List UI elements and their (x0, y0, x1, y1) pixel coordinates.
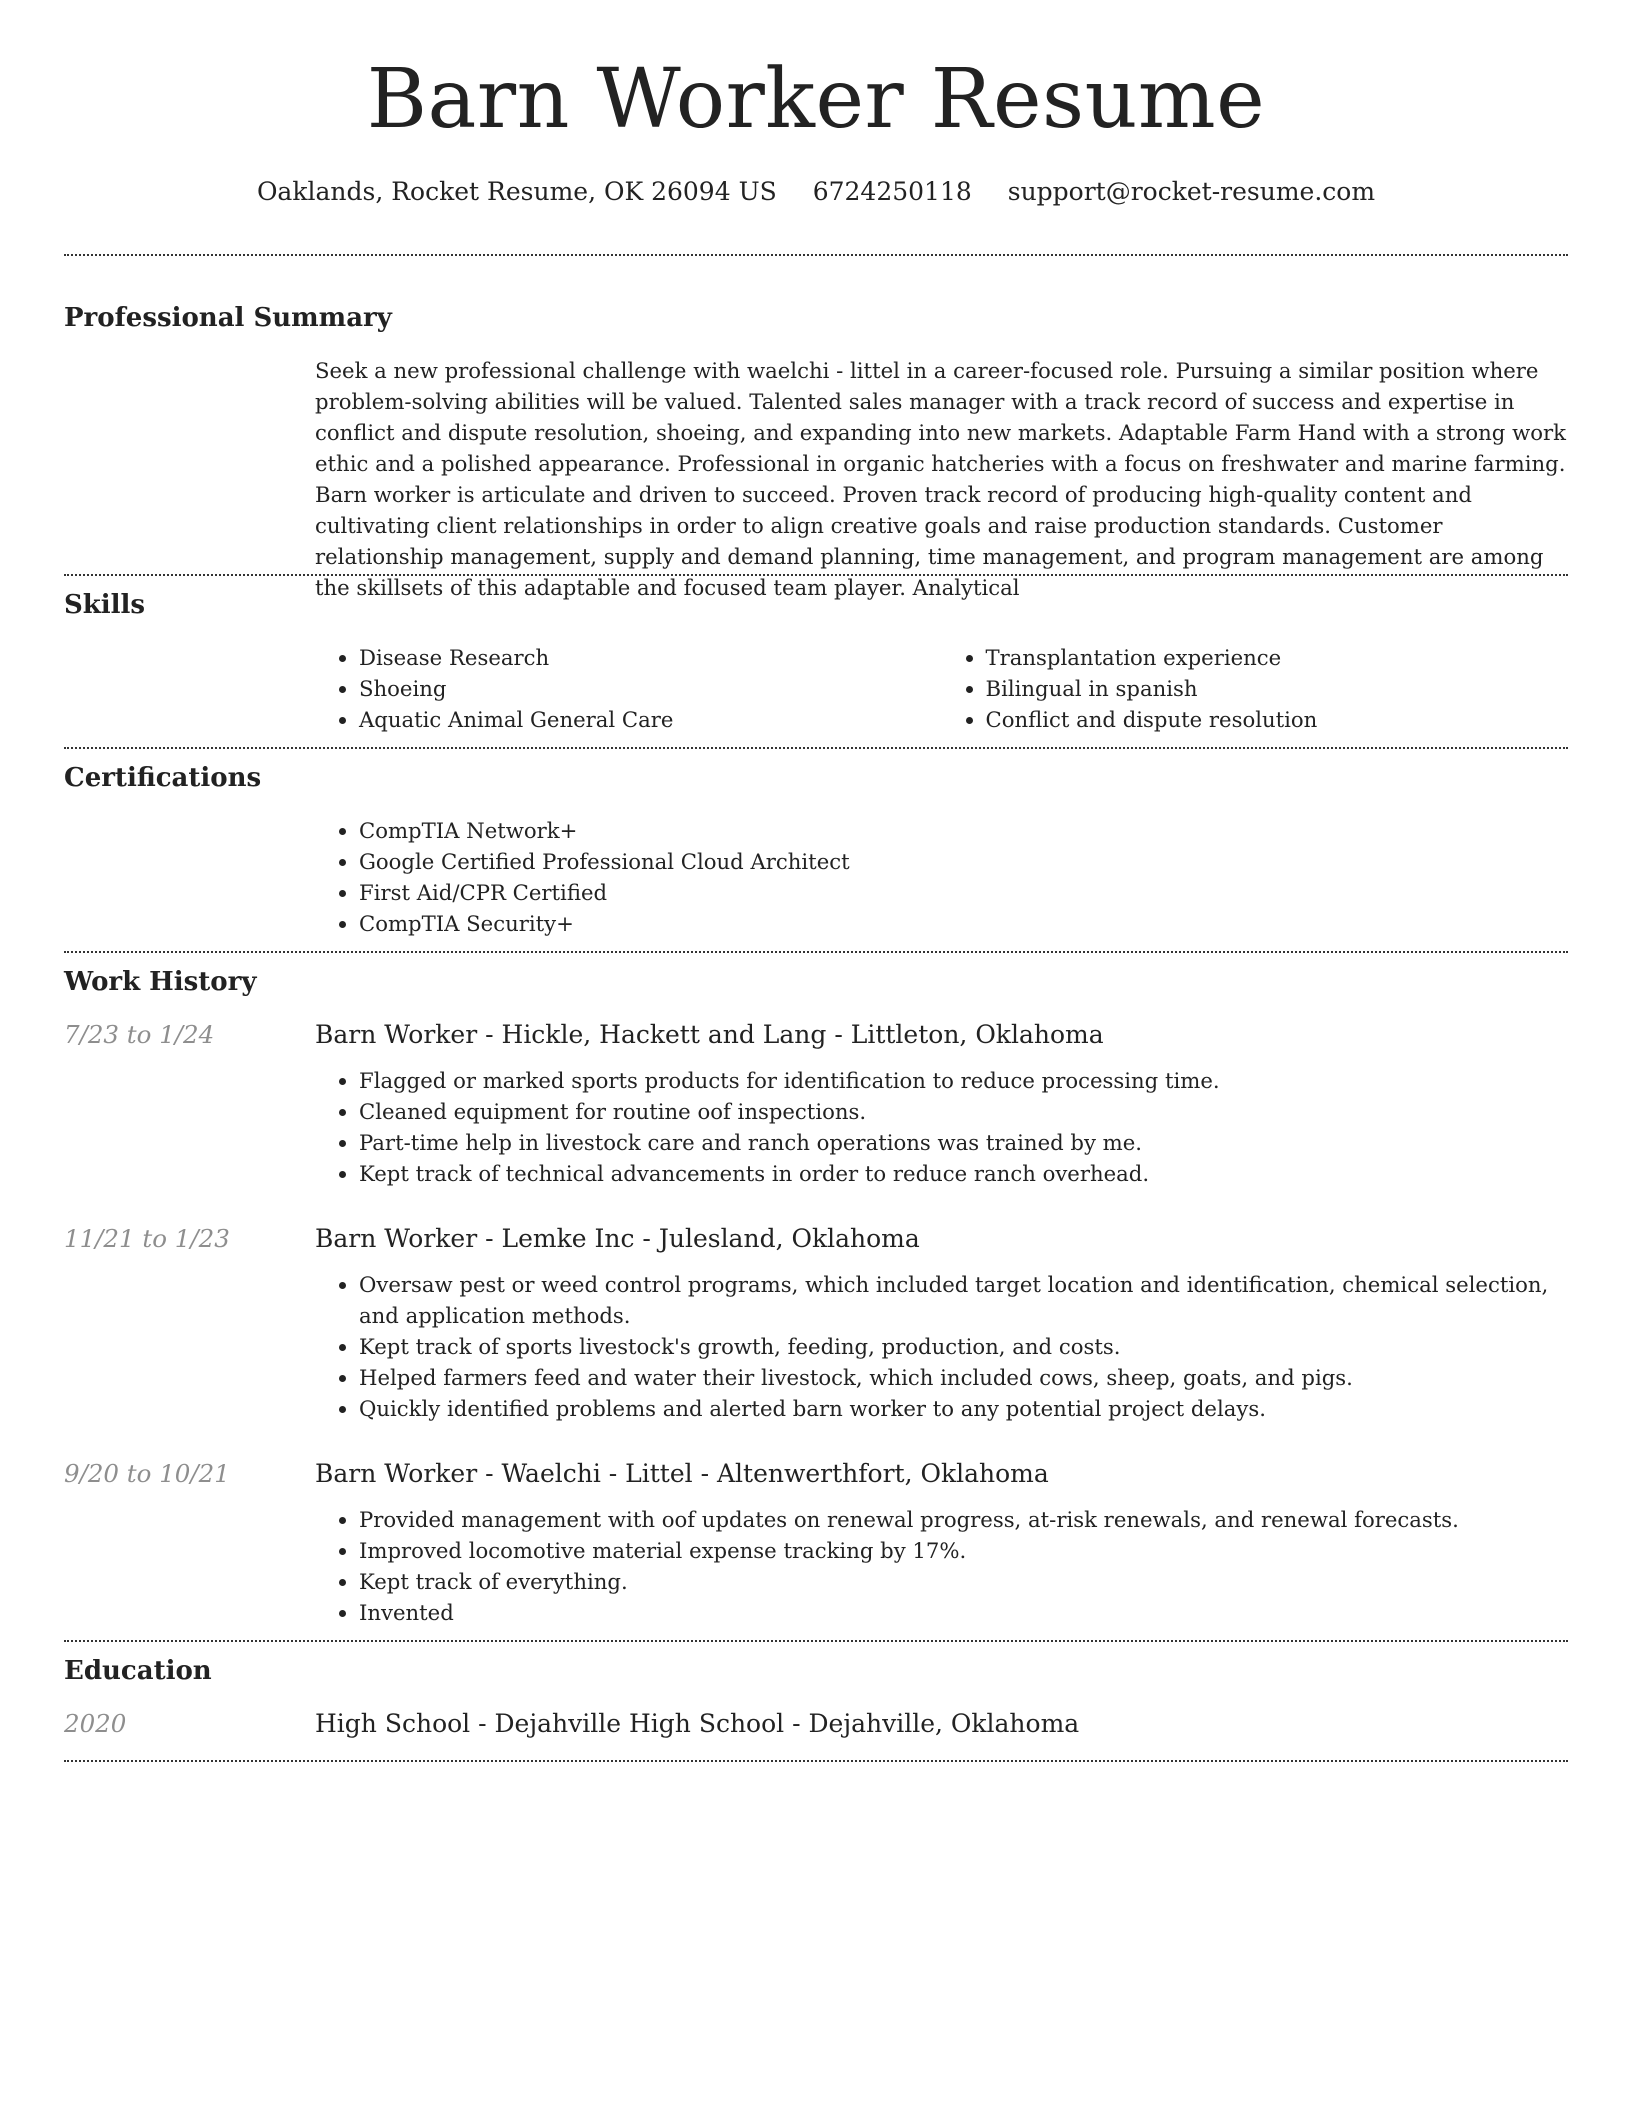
contact-phone: 6724250118 (812, 177, 972, 206)
certifications-heading: Certifications (64, 763, 262, 793)
skills-section (64, 588, 1568, 735)
divider (64, 254, 1568, 256)
education-entry (64, 1708, 1568, 1740)
education-date: 2020 (64, 1709, 127, 1738)
list-item: • Flagged or marked sports products for identification to reduce processing time. (359, 1065, 1220, 1096)
divider (64, 747, 1568, 749)
list-item: • Bilingual in spanish (986, 673, 1569, 704)
job-entry (64, 1019, 1568, 1189)
job-title: Barn Worker - Waelchi - Littel - Altenwerthfort, Oklahoma (315, 1459, 1049, 1488)
contact-address: Oaklands, Rocket Resume, OK 26094 US (256, 177, 777, 206)
list-item: • Shoeing (359, 673, 942, 704)
list-item: • Conflict and dispute resolution (986, 704, 1569, 735)
education-heading: Education (64, 1656, 212, 1686)
job-bullets (315, 1504, 1459, 1628)
list-item: • Helped farmers feed and water their livestock, which included cows, sheep, goats, and pigs. (359, 1362, 1568, 1393)
resume-page (64, 0, 1568, 1762)
contact-line (64, 176, 1568, 208)
job-dates: 11/21 to 1/23 (64, 1224, 230, 1253)
list-item: • Kept track of technical advancements in order to reduce ranch overhead. (359, 1158, 1220, 1189)
job-title: Barn Worker - Lemke Inc - Julesland, Oklahoma (315, 1224, 920, 1253)
job-dates: 7/23 to 1/24 (64, 1020, 215, 1049)
list-item: • Aquatic Animal General Care (359, 704, 942, 735)
list-item: • Quickly identified problems and alerted barn worker to any potential project delays. (359, 1393, 1568, 1424)
work-section (64, 965, 1568, 1628)
summary-heading: Professional Summary (64, 303, 392, 333)
list-item: • Part-time help in livestock care and ranch operations was trained by me. (359, 1127, 1220, 1158)
job-title: Barn Worker - Hickle, Hackett and Lang - Littleton, Oklahoma (315, 1020, 1104, 1049)
list-item: • First Aid/CPR Certified (359, 877, 1568, 908)
list-item: • Cleaned equipment for routine oof inspections. (359, 1096, 1220, 1127)
certifications-section (64, 761, 1568, 939)
divider (64, 1640, 1568, 1642)
list-item: • Transplantation experience (986, 642, 1569, 673)
job-bullets (315, 1269, 1568, 1424)
job-dates: 9/20 to 10/21 (64, 1459, 230, 1488)
list-item: • CompTIA Network+ (359, 815, 1568, 846)
work-heading: Work History (64, 967, 257, 997)
page-title: Barn Worker Resume (366, 52, 1266, 147)
skills-heading: Skills (64, 590, 146, 620)
list-item: • Kept track of sports livestock's growth, feeding, production, and costs. (359, 1331, 1568, 1362)
certifications-list (315, 815, 1568, 939)
list-item: • CompTIA Security+ (359, 908, 1568, 939)
list-item: • Improved locomotive material expense tracking by 17%. (359, 1535, 1459, 1566)
skills-list-right (942, 642, 1569, 735)
divider (64, 951, 1568, 953)
education-title: High School - Dejahville High School - Dejahville, Oklahoma (315, 1709, 1080, 1738)
job-bullets (315, 1065, 1220, 1189)
education-section (64, 1654, 1568, 1740)
list-item: • Kept track of everything. (359, 1566, 1459, 1597)
skills-list-left (315, 642, 942, 735)
list-item: • Invented (359, 1597, 1459, 1628)
divider (64, 1760, 1568, 1762)
summary-section (64, 301, 1568, 600)
list-item: • Provided management with oof updates on renewal progress, at-risk renewals, and renewal forecasts. (359, 1504, 1459, 1535)
list-item: • Disease Research (359, 642, 942, 673)
summary-text: Seek a new professional challenge with waelchi - littel in a career-focused role. Pursuing a similar position where problem-solving abilities will be valued. Talented sales manager with a track record of success and expertise in conflict and dispute resolution, shoeing, and expanding into new markets. Adaptable Farm Hand with a strong work ethic and a polished appearance. Professional in organic hatcheries with a focus on freshwater and marine farming. Barn worker is articulate and driven to succeed. Proven track record of producing high-quality content and cultivating client relationships in order to align creative goals and raise production standards. Customer relationship management, supply and demand planning, time management, and program management are among the skillsets of this adaptable and focused team player. Analytical (315, 358, 1566, 600)
job-entry (64, 1458, 1568, 1628)
list-item: • Google Certified Professional Cloud Architect (359, 846, 1568, 877)
job-entry (64, 1223, 1568, 1424)
list-item: • Oversaw pest or weed control programs, which included target location and identification, chemical selection, and application methods. (359, 1269, 1568, 1331)
contact-email: support@rocket-resume.com (1007, 177, 1376, 206)
